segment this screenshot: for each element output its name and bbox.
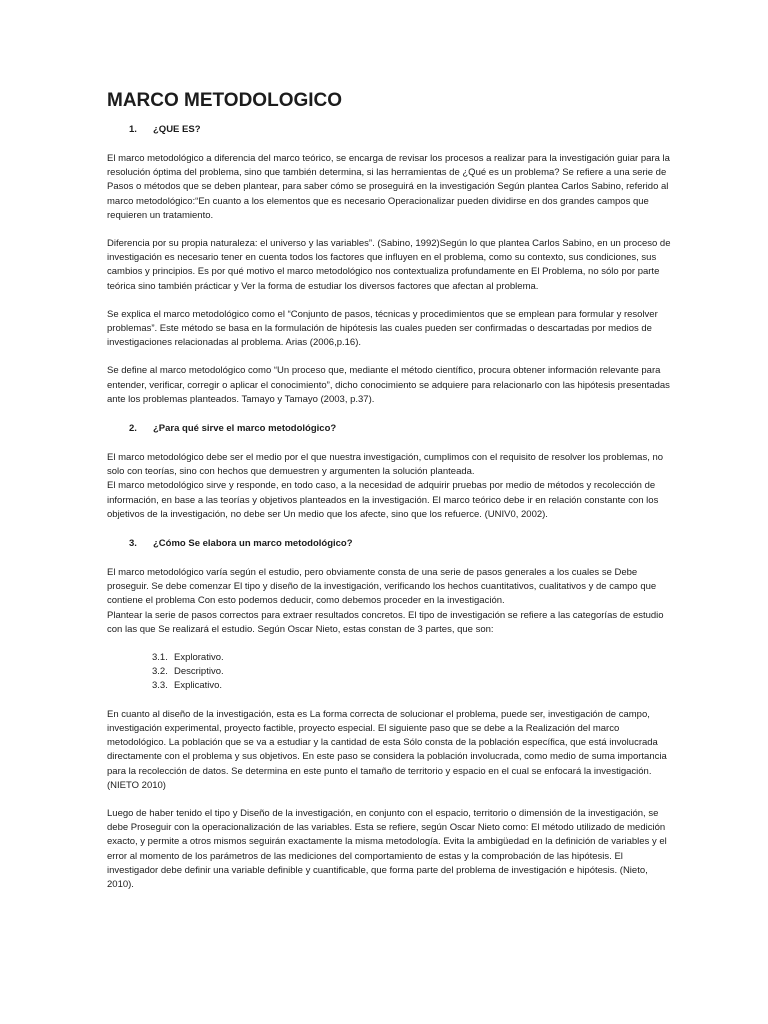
- list-item: [152, 665, 674, 679]
- paragraph: Se define al marco metodológico como “Un proceso que, mediante el método científico, procura obtener información relevante para entender, verificar, corregir o aplicar el conocimiento”, dicho conocimiento se adquiere para relacionarlo con las hipótesis presentadas ante los problemas planteados. Tamayo y Tamayo (2003, p.37).: [107, 365, 670, 405]
- section-3-heading: [107, 537, 674, 551]
- section-3-body: [107, 566, 674, 892]
- paragraph: El marco metodológico sirve y responde, en todo caso, a la necesidad de adquirir pruebas por medio de métodos y recolección de información, en base a las teorías y objetivos planteados en la investigación. El marco teórico debe ir en relación constante con los objetivos de la investigación, no debe ser Un medio que los afecte, sino que los refuerce. (UNIV0, 2002).: [107, 480, 659, 520]
- paragraph: El marco metodológico a diferencia del marco teórico, se encarga de revisar los procesos a realizar para la investigación guiar para la resolución óptima del problema, sino que también determina, si las herramientas de ¿Qué es un problema? Se refiere a una serie de Pasos o métodos que se deben plantear, para saber cómo se proseguirá en la investigación Según plantea Carlos Sabino, referido al marco metodológico:“En cuanto a los elementos que es necesario Operacionalizar pueden dividirse en dos grandes campos que requieren un tratamiento.: [107, 153, 670, 221]
- paragraph: Plantear la serie de pasos correctos para extraer resultados concretos. El tipo de investigación se refiere a las categorías de estudio con las que Se realizará el estudio. Según Oscar Nieto, estas constan de 3 partes, que son:: [107, 609, 664, 635]
- subitem-list: [107, 651, 674, 694]
- section-1-body: [107, 152, 674, 407]
- paragraph: El marco metodológico debe ser el medio por el que nuestra investigación, cumplimos con el requisito de resolver los problemas, no solo con teorías, sino con hechos que demuestren y argumenten la solución planteada.: [107, 452, 664, 478]
- list-item-number: 3.3.: [152, 680, 168, 692]
- section-1-heading: [107, 123, 674, 137]
- paragraph: En cuanto al diseño de la investigación, esta es La forma correcta de solucionar el problema, puede ser, investigación de campo, investigación experimental, proyecto factible, proyecto especial. El siguiente paso que se debe a la Realización del marco metodológico. La población que se va a estudiar y la cantidad de esta Sólo consta de la población específica, que está involucrada directamente con el problema y sus objetivos. En este paso se considera la población involucrada, como medio de suma importancia para la recolección de datos. Se determina en este punto el tamaño de territorio y espacio en el cual se enfocará la investigación. (NIETO 2010): [107, 708, 667, 791]
- section-2-number: 2.: [129, 423, 137, 435]
- section-3-number: 3.: [129, 538, 137, 550]
- section-2-body: [107, 451, 674, 522]
- document-title: MARCO METODOLOGICO: [107, 90, 343, 111]
- list-item: [152, 679, 674, 693]
- paragraph: Luego de haber tenido el tipo y Diseño de la investigación, en conjunto con el espacio, territorio o dimensión de la investigación, se debe Proseguir con la operacionalización de las variables. Esta se refiere, según Oscar Nieto como: El método utilizado de medición exacto, y permite a otros mismos seguirán exactamente la misma metodología. Evita la ambigüedad en la definición de variables y el error al momento de los parámetros de las mediciones del comportamiento de estas y la comprobación de las hipótesis. El investigador debe definir una variable definible y cuantificable, que forma parte del problema de investigación e hipótesis. (Nieto, 2010).: [107, 807, 667, 890]
- list-item-label: Explicativo.: [174, 680, 223, 692]
- section-1-number: 1.: [129, 124, 137, 135]
- list-item: [152, 651, 674, 665]
- list-item-number: 3.1.: [152, 652, 168, 664]
- section-2-title: ¿Para qué sirve el marco metodológico?: [153, 423, 337, 435]
- paragraph: Diferencia por su propia naturaleza: el universo y las variables”. (Sabino, 1992)Según lo que plantea Carlos Sabino, en un proceso de investigación es necesario tener en cuenta todos los factores que influyen en el problema, como su contexto, sus condiciones, sus cambios y principios. Es por qué motivo el marco metodológico nos contextualiza profundamente en El Problema, no sólo por parte teórica sino también prácticar y Ver la forma de estudiar los diversos factores que afectan al problema.: [107, 238, 671, 292]
- paragraph: El marco metodológico varía según el estudio, pero obviamente consta de una serie de pasos generales a los cuales se Debe proseguir. Se debe comenzar El tipo y diseño de la investigación, verificando los hechos cuantitativos, cualitativos y de campo que contiene el problema Con esto podemos deducir, como debemos proceder en la investigación.: [107, 567, 657, 607]
- list-item-number: 3.2.: [152, 666, 168, 678]
- section-2-heading: [107, 422, 674, 436]
- list-item-label: Descriptivo.: [174, 666, 224, 678]
- paragraph: Se explica el marco metodológico como el “Conjunto de pasos, técnicas y procedimientos que se emplean para formular y resolver problemas”. Este método se basa en la formulación de hipótesis las cuales pueden ser confirmadas o descartadas por medios de investigaciones relacionadas al problema. Arias (2006,p.16).: [107, 308, 658, 349]
- section-3-title: ¿Cómo Se elabora un marco metodológico?: [153, 538, 353, 550]
- list-item-label: Explorativo.: [174, 652, 224, 664]
- section-1-title: ¿QUE ES?: [153, 124, 201, 135]
